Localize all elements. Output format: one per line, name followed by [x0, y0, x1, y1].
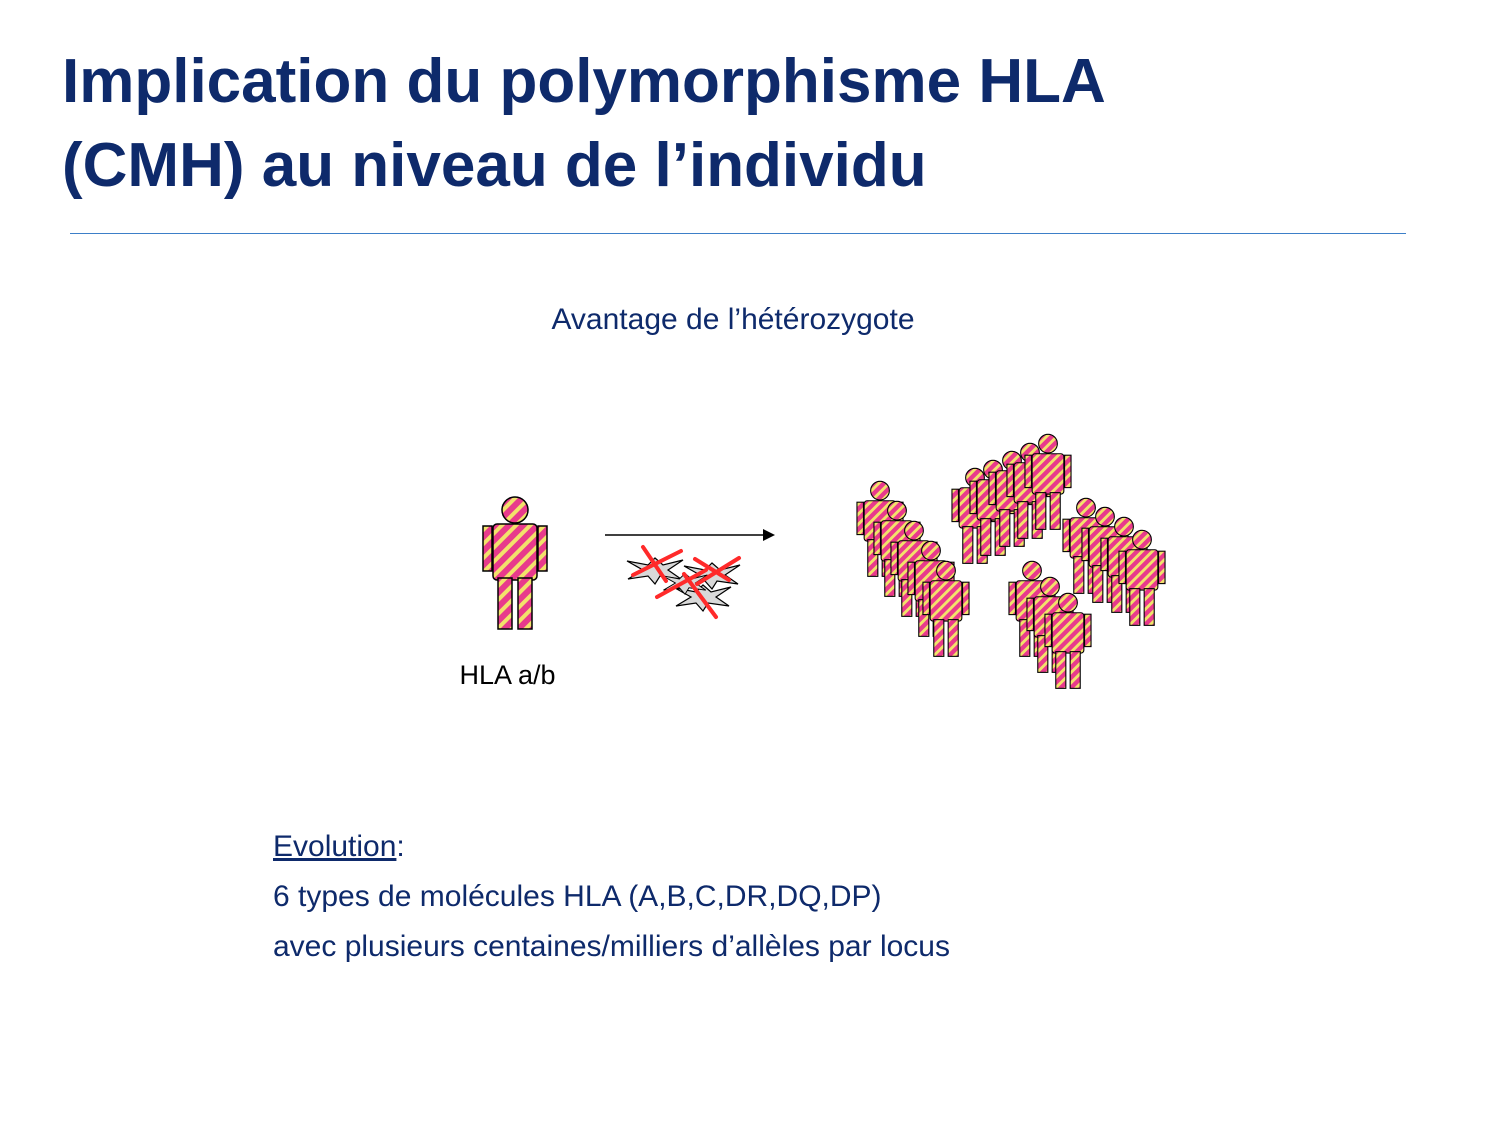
population-crowd — [857, 434, 1165, 688]
diagram-subtitle: Avantage de l’hétérozygote — [551, 303, 915, 336]
evolution-heading-colon: : — [396, 830, 405, 863]
individual-figure — [483, 497, 547, 629]
evolution-heading-line — [273, 822, 950, 872]
evolution-line2: avec plusieurs centaines/milliers d’allèles par locus — [273, 930, 950, 963]
evolution-text — [273, 822, 950, 972]
evolution-line1: 6 types de molécules HLA (A,B,C,DR,DQ,DP) — [273, 880, 882, 913]
arrow-icon — [605, 529, 775, 541]
individual-label: HLA a/b — [459, 660, 556, 690]
pathogens-eliminated-icon — [627, 547, 740, 617]
evolution-heading: Evolution — [273, 830, 397, 863]
slide-title-line1: Implication du polymorphisme HLA — [62, 47, 1106, 116]
slide-title-line2: (CMH) au niveau de l’individu — [62, 131, 927, 200]
